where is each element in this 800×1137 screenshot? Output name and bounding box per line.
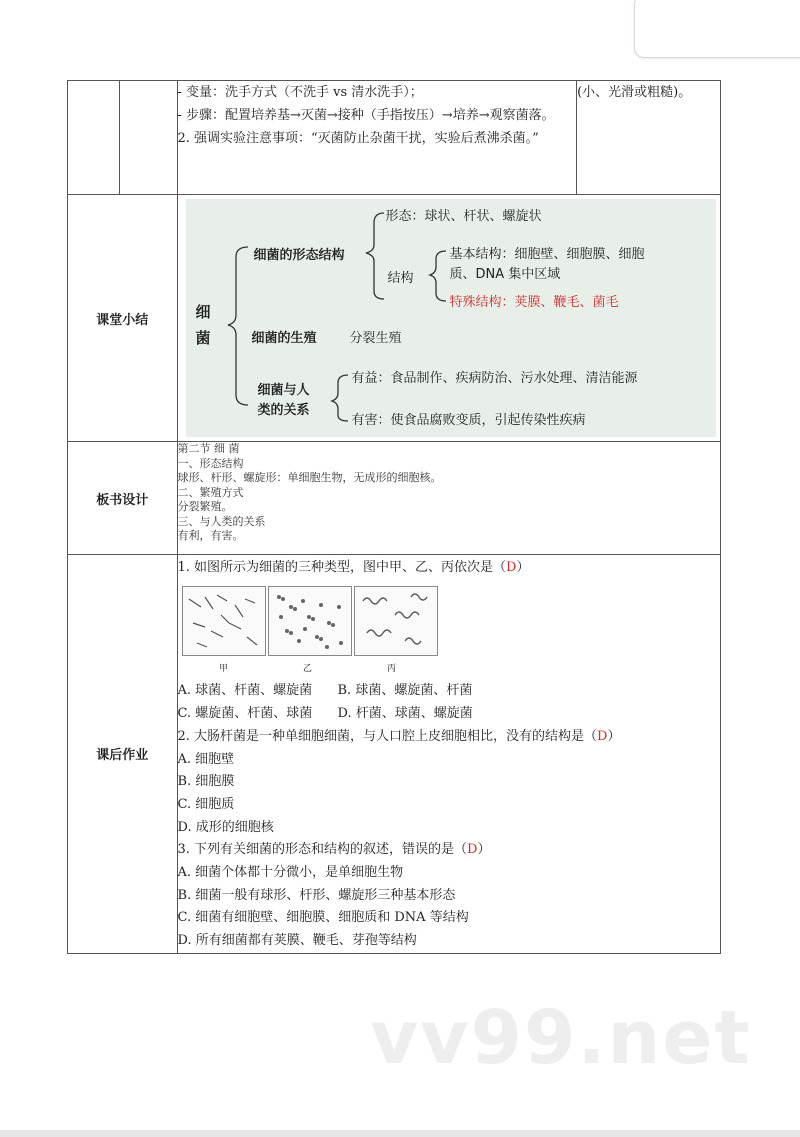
option: C. 细菌有细胞壁、细胞膜、细胞质和 DNA 等结构 [177,910,469,926]
summary-label: 课堂小结 [68,195,178,442]
question-3: 3. 下列有关细菌的形态和结构的叙述，错误的是（D） [177,842,491,858]
bacteria-image-rod [182,586,266,656]
option: B. 球菌、螺旋菌、杆菌 [337,683,473,699]
figure-caption: 甲 [218,663,228,674]
structure-node: 结构 [387,271,414,286]
q1-options-row2 [178,703,721,726]
harm-node: 有害：使食品腐败变质，引起传染性疾病 [351,413,586,428]
question-2: 2. 大肠杆菌是一种单细胞细菌，与人口腔上皮细胞相比，没有的结构是（D） [177,728,621,744]
figure-caption: 丙 [386,663,396,674]
option: B. 细菌一般有球形、杆形、螺旋形三种基本形态 [177,887,456,903]
basic-structure-node-line2: 质、DNA 集中区域 [449,267,561,282]
table-row-experiment [68,81,721,195]
board-line: 三、与人类的关系 [177,514,266,528]
table-row-summary [68,195,721,442]
option: D. 所有细菌都有荚膜、鞭毛、芽孢等结构 [177,933,417,949]
option: C. 螺旋菌、杆菌、球菌 [177,706,313,722]
homework-questions [177,555,721,954]
homework-label: 课后作业 [68,555,178,954]
bacteria-image-spiral [354,586,438,656]
morphology-node: 细菌的形态结构 [253,248,345,263]
bacteria-figure [182,586,721,656]
shape-node: 形态：球状、杆状、螺旋状 [385,209,542,224]
option: C. 细胞质 [177,796,235,812]
top-card [634,0,800,58]
board-line: 分裂繁殖。 [177,500,233,513]
relation-node-line1: 细菌与人 [257,383,310,398]
special-structure-node: 特殊结构：荚膜、鞭毛、菌毛 [449,295,619,310]
option: B. 细胞膜 [177,774,235,790]
question-1: 1. 如图所示为细菌的三种类型，图中甲、乙、丙依次是（D） [177,560,530,575]
relation-node-line2: 类的关系 [257,403,310,418]
q1-options-row1 [178,680,721,703]
answer-mark: D [467,842,478,858]
reproduction-value: 分裂生殖 [349,331,402,346]
option: D. 杆菌、球菌、螺旋菌 [337,706,473,722]
row1-cell-a [68,81,120,195]
board-line: 球形、杆形、螺旋形：单细胞生物，无成形的细胞核。 [177,471,442,484]
board-design [177,442,721,555]
watermark: vv99.net [370,995,752,1081]
option: A. 细菌个体都十分微小，是单细胞生物 [177,865,404,881]
board-line: 有利，有害。 [177,529,244,542]
benefit-node: 有益：食品制作、疾病防治、污水处理、清洁能源 [351,371,638,386]
experiment-steps [177,81,577,195]
board-line: 二、繁殖方式 [177,485,244,499]
reproduction-node: 细菌的生殖 [251,331,317,346]
steps-line: - 步骤：配置培养基→灭菌→接种（手指按压）→培养→观察菌落。 [177,108,555,123]
bottom-bar [0,1130,800,1137]
answer-mark: D [597,728,608,744]
table-row-homework [68,555,721,954]
lesson-table [67,80,721,954]
answer-mark: D [506,560,517,575]
figure-captions [182,658,721,681]
option: A. 细胞壁 [177,751,235,767]
notes-line: 2. 强调实验注意事项：“灭菌防止杂菌干扰，实验后煮沸杀菌。” [177,131,539,146]
option: D. 成形的细胞核 [177,819,274,835]
expected-result: (小、光滑或粗糙)。 [577,81,721,195]
row1-cell-b [119,81,177,195]
summary-mindmap [186,199,716,437]
board-line: 一、形态结构 [177,456,244,470]
figure-caption: 乙 [302,663,312,674]
table-row-board [68,442,721,555]
board-label: 板书设计 [68,442,178,555]
board-line: 第二节 细 菌 [177,442,240,455]
summary-mindmap-cell [178,195,721,441]
variable-line: - 变量：洗手方式（不洗手 vs 清水洗手）； [177,85,423,100]
option: A. 球菌、杆菌、螺旋菌 [177,683,313,699]
bacteria-image-coccus [268,586,352,656]
basic-structure-node-line1: 基本结构：细胞壁、细胞膜、细胞 [449,247,645,262]
root-node: 细 菌 [195,303,211,347]
